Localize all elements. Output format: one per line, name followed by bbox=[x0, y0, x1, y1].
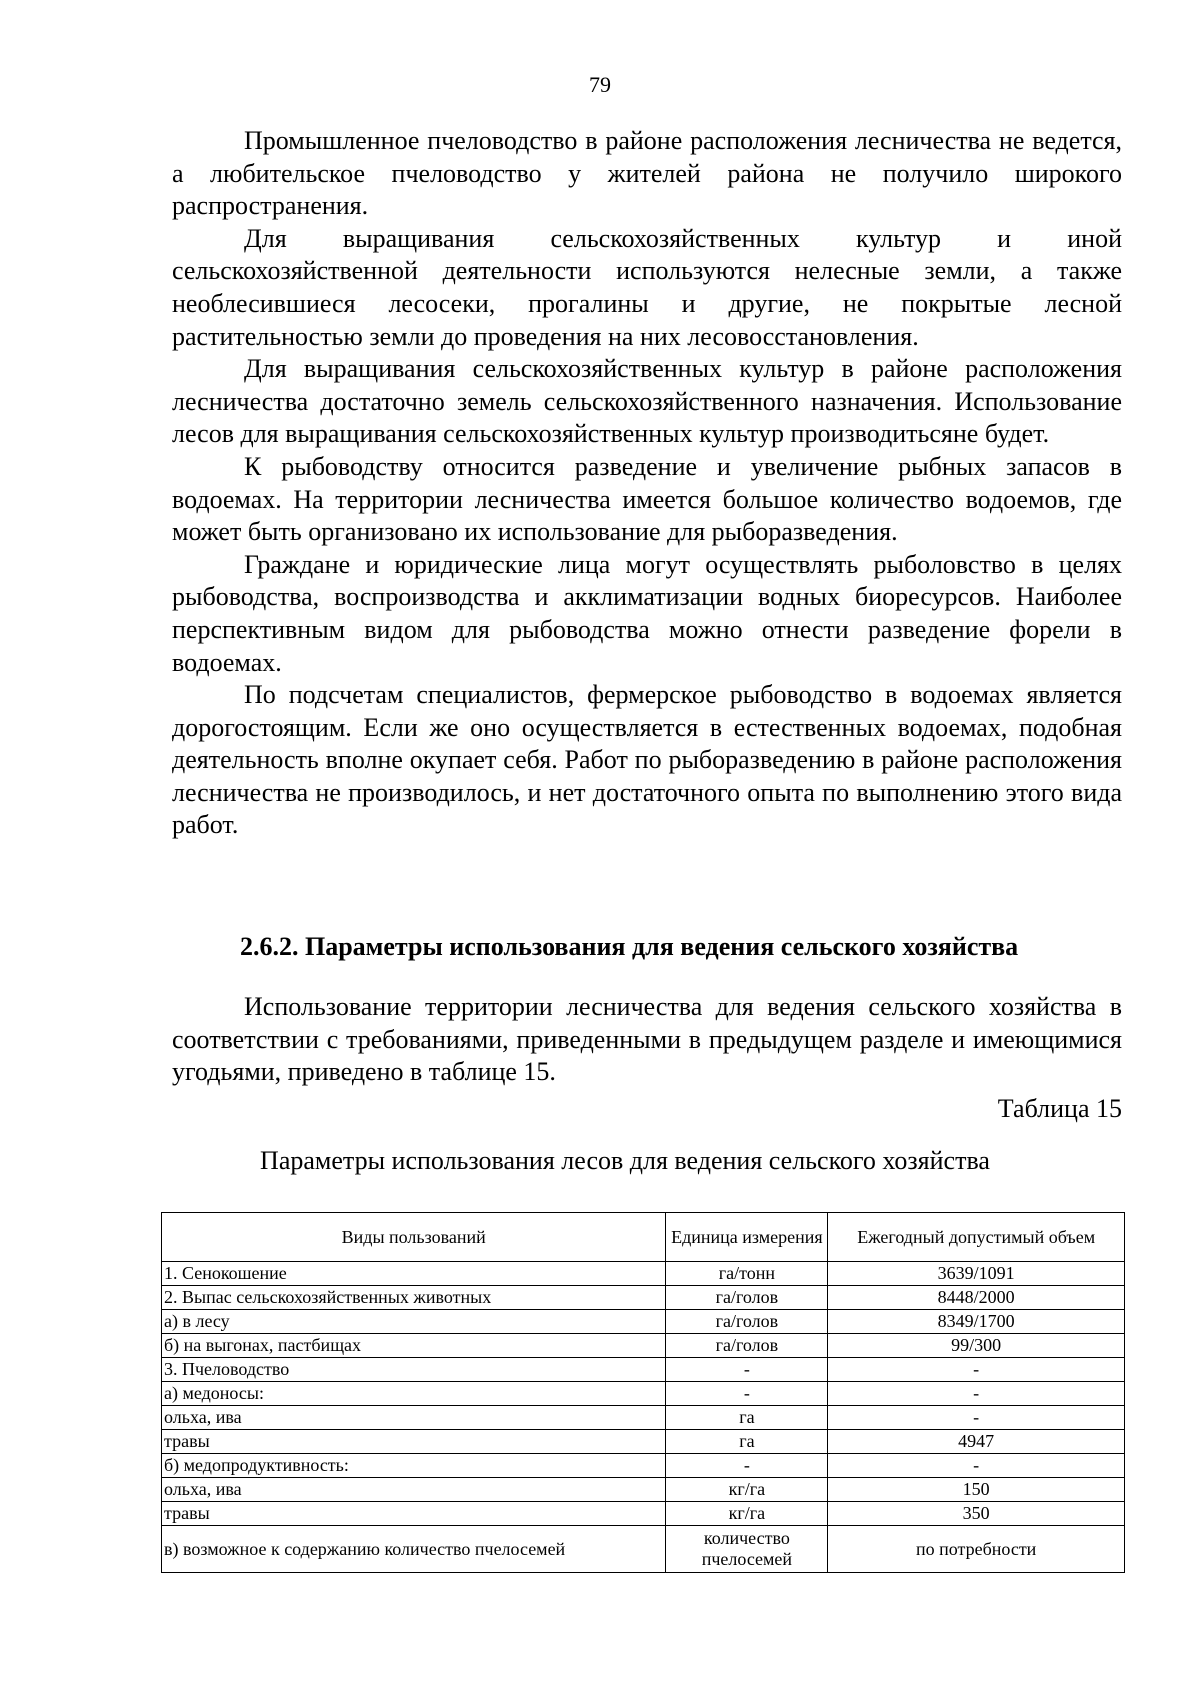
table-row bbox=[162, 1262, 1125, 1286]
cell-volume: 99/300 bbox=[828, 1334, 1125, 1358]
cell-volume: - bbox=[828, 1406, 1125, 1430]
cell-unit: га bbox=[666, 1406, 828, 1430]
cell-unit: кг/га bbox=[666, 1502, 828, 1526]
intro-paragraph: Использование территории лесничества для ведения сельского хозяйства в соответствии с требованиями, приведенными в предыдущем разделе и имеющимися угодьями, приведено в таблице 15. bbox=[172, 992, 1122, 1087]
body-text bbox=[172, 125, 1122, 842]
cell-unit: - bbox=[666, 1358, 828, 1382]
table-row bbox=[162, 1454, 1125, 1478]
cell-volume: 4947 bbox=[828, 1430, 1125, 1454]
cell-unit: га/тонн bbox=[666, 1262, 828, 1286]
cell-unit: количество пчелосемей bbox=[666, 1526, 828, 1573]
table-row bbox=[162, 1334, 1125, 1358]
table-label: Таблица 15 bbox=[997, 1094, 1122, 1123]
intro-block bbox=[172, 991, 1122, 1089]
table-row bbox=[162, 1430, 1125, 1454]
paragraph-fish-farming: К рыбоводству относится разведение и увеличение рыбных запасов в водоемах. На территории лесничества имеется большое количество водоемов, где может быть организовано их использование для рыборазведения. bbox=[172, 451, 1122, 547]
cell-volume: по потребности bbox=[828, 1526, 1125, 1573]
cell-usage-type: ольха, ива bbox=[162, 1406, 666, 1430]
cell-volume: - bbox=[828, 1454, 1125, 1478]
section-heading: 2.6.2. Параметры использования для ведения сельского хозяйства bbox=[240, 932, 1019, 961]
table-row bbox=[162, 1478, 1125, 1502]
table-row bbox=[162, 1358, 1125, 1382]
table-title: Параметры использования лесов для ведения сельского хозяйства bbox=[260, 1146, 990, 1175]
cell-usage-type: а) медоносы: bbox=[162, 1382, 666, 1406]
table-row bbox=[162, 1406, 1125, 1430]
paragraph-agriculture-lands: Для выращивания сельскохозяйственных культур и иной сельскохозяйственной деятельности используются нелесные земли, а также необлесившиеся лесосеки, прогалины и другие, не покрытые лесной растительностью земли до проведения на них лесовосстановления. bbox=[172, 223, 1122, 351]
table-row bbox=[162, 1526, 1125, 1573]
cell-usage-type: 3. Пчеловодство bbox=[162, 1358, 666, 1382]
cell-unit: га/голов bbox=[666, 1310, 828, 1334]
cell-volume: 350 bbox=[828, 1502, 1125, 1526]
table-row bbox=[162, 1286, 1125, 1310]
table-row bbox=[162, 1382, 1125, 1406]
header-usage-type: Виды пользований bbox=[162, 1213, 666, 1262]
table-row bbox=[162, 1502, 1125, 1526]
page-number: 79 bbox=[589, 72, 611, 97]
cell-unit: - bbox=[666, 1382, 828, 1406]
paragraph-beekeeping: Промышленное пчеловодство в районе расположения лесничества не ведется, а любительское пчеловодство у жителей района не получило широкого распространения. bbox=[172, 126, 1122, 221]
cell-volume: - bbox=[828, 1358, 1125, 1382]
cell-usage-type: 1. Сенокошение bbox=[162, 1262, 666, 1286]
paragraph-agriculture-crops: Для выращивания сельскохозяйственных культур в районе расположения лесничества достаточно земель сельскохозяйственного назначения. Использование лесов для выращивания сельскохозяйственных культур производитьсяне будет. bbox=[172, 354, 1122, 449]
cell-volume: 150 bbox=[828, 1478, 1125, 1502]
cell-unit: кг/га bbox=[666, 1478, 828, 1502]
cell-unit: га/голов bbox=[666, 1286, 828, 1310]
cell-unit: га/голов bbox=[666, 1334, 828, 1358]
header-annual-volume: Ежегодный допустимый объем bbox=[828, 1213, 1125, 1262]
paragraph-fishing-rights: Граждане и юридические лица могут осуществлять рыболовство в целях рыбоводства, воспроизводства и акклиматизации водных биоресурсов. Наиболее перспективным видом для рыбоводства можно отнести разведение форели в водоемах. bbox=[172, 549, 1122, 677]
table-row bbox=[162, 1310, 1125, 1334]
cell-usage-type: травы bbox=[162, 1502, 666, 1526]
paragraph-fish-farming-costs: По подсчетам специалистов, фермерское рыбоводство в водоемах является дорогостоящим. Если же оно осуществляется в естественных водоемах, подобная деятельность вполне окупает себя. Работ по рыборазведению в районе расположения лесничества не производилось, и нет достаточного опыта по выполнению этого вида работ. bbox=[172, 680, 1122, 840]
cell-usage-type: ольха, ива bbox=[162, 1478, 666, 1502]
cell-usage-type: б) на выгонах, пастбищах bbox=[162, 1334, 666, 1358]
cell-usage-type: в) возможное к содержанию количество пчелосемей bbox=[162, 1526, 666, 1573]
cell-unit: га bbox=[666, 1430, 828, 1454]
cell-volume: 8448/2000 bbox=[828, 1286, 1125, 1310]
cell-usage-type: травы bbox=[162, 1430, 666, 1454]
header-unit: Единица измерения bbox=[666, 1213, 828, 1262]
usage-parameters-table bbox=[161, 1212, 1125, 1573]
table-header-row bbox=[162, 1213, 1125, 1262]
cell-volume: - bbox=[828, 1382, 1125, 1406]
cell-usage-type: 2. Выпас сельскохозяйственных животных bbox=[162, 1286, 666, 1310]
cell-volume: 8349/1700 bbox=[828, 1310, 1125, 1334]
cell-unit: - bbox=[666, 1454, 828, 1478]
cell-volume: 3639/1091 bbox=[828, 1262, 1125, 1286]
cell-usage-type: б) медопродуктивность: bbox=[162, 1454, 666, 1478]
cell-usage-type: а) в лесу bbox=[162, 1310, 666, 1334]
